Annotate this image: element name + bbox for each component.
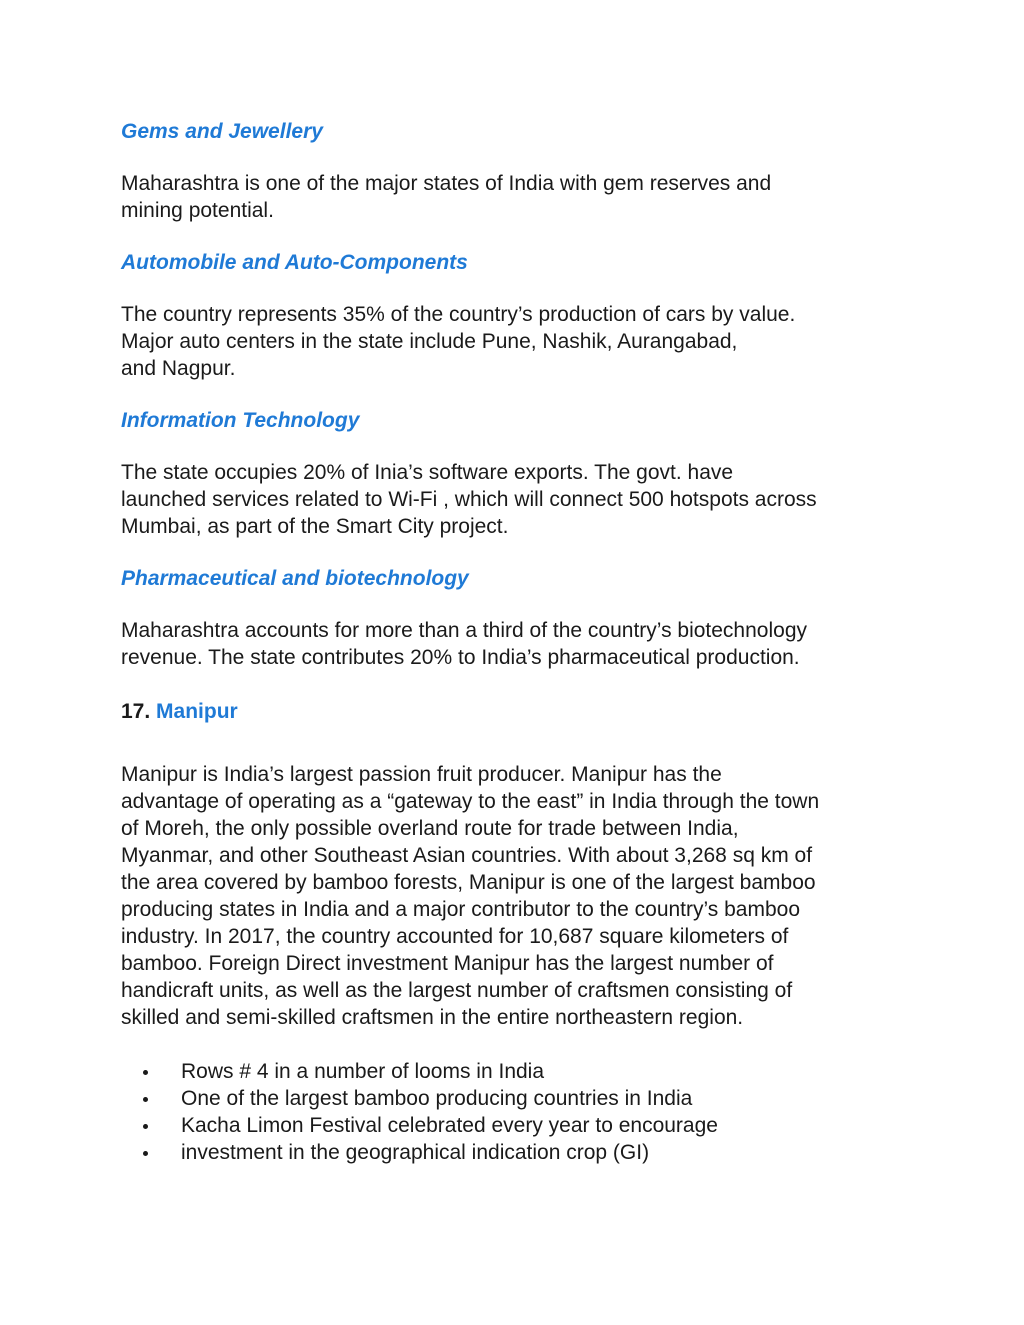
heading-pharmaceutical: Pharmaceutical and biotechnology bbox=[121, 567, 469, 590]
section-number: 17. bbox=[121, 700, 151, 723]
section-heading-manipur bbox=[121, 698, 911, 725]
paragraph-automobile: The country represents 35% of the country’s production of cars by value. Major auto centers in the state include Pune, Nashik, Aurangabad, and Nagpur. bbox=[121, 303, 796, 380]
list-item: One of the largest bamboo producing countries in India bbox=[121, 1085, 911, 1112]
paragraph-pharmaceutical: Maharashtra accounts for more than a third of the country’s biotechnology revenue. The state contributes 20% to India’s pharmaceutical production. bbox=[121, 619, 807, 669]
document-page bbox=[121, 118, 911, 1166]
list-item: Kacha Limon Festival celebrated every year to encourage bbox=[121, 1112, 911, 1139]
bullet-icon bbox=[143, 1097, 148, 1102]
paragraph-information-technology: The state occupies 20% of Inia’s software exports. The govt. have launched services related to Wi-Fi , which will connect 500 hotspots across Mumbai, as part of the Smart City project. bbox=[121, 461, 817, 538]
bullet-icon bbox=[143, 1124, 148, 1129]
heading-information-technology: Information Technology bbox=[121, 409, 360, 432]
heading-automobile: Automobile and Auto-Components bbox=[121, 251, 468, 274]
bullet-icon bbox=[143, 1151, 148, 1156]
bullet-icon bbox=[143, 1070, 148, 1075]
bullet-list bbox=[121, 1058, 911, 1166]
paragraph-manipur: Manipur is India’s largest passion fruit producer. Manipur has the advantage of operating as a “gateway to the east” in India through the town of Moreh, the only possible overland route for trade between India, Myanmar, and other Southeast Asian countries. With about 3,268 sq km of the area covered by bamboo forests, Manipur is one of the largest bamboo producing states in India and a major contributor to the country’s bamboo industry. In 2017, the country accounted for 10,687 square kilometers of bamboo. Foreign Direct investment Manipur has the largest number of handicraft units, as well as the largest number of craftsmen consisting of skilled and semi-skilled craftsmen in the entire northeastern region. bbox=[121, 763, 820, 1029]
section-name: Manipur bbox=[156, 700, 238, 723]
list-item: Rows # 4 in a number of looms in India bbox=[121, 1058, 911, 1085]
paragraph-gems-jewellery: Maharashtra is one of the major states of India with gem reserves and mining potential. bbox=[121, 172, 772, 222]
heading-gems-jewellery: Gems and Jewellery bbox=[121, 120, 323, 143]
list-item: investment in the geographical indication crop (GI) bbox=[121, 1139, 911, 1166]
